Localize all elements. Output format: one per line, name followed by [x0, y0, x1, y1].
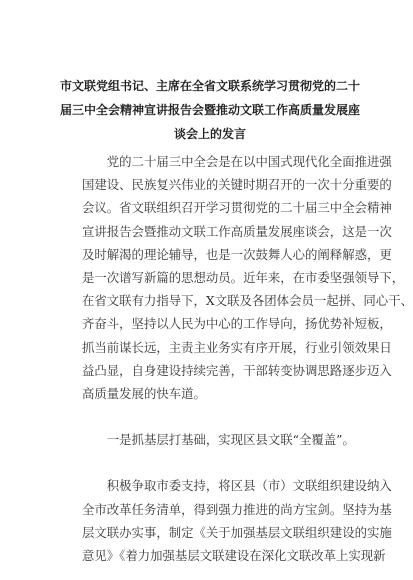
- paragraph-section-1: [82, 474, 392, 567]
- paragraph-gap: [82, 451, 348, 474]
- text-line: 积极争取市委支持，将区县（市）文联组织建设纳入: [82, 478, 392, 494]
- text-line: 意见》《着力加强基层文联建设在深化文联改革上实现新: [82, 548, 386, 564]
- text-line: 及时解渴的理论辅导，也是一次鼓舞人心的阐释解惑，更: [82, 246, 392, 262]
- text-line: 抓当前谋长远，主责主业务实有序开展，行业引领效果日: [82, 339, 392, 355]
- title-line: 届三中全会精神宣讲报告会暨推动文联工作高质量发展座: [60, 103, 361, 117]
- title-line: 谈会上的发言: [173, 127, 246, 141]
- text-line: 高质量发展的快车道。: [82, 386, 206, 402]
- paragraph-intro: [82, 150, 413, 405]
- text-line: 会议。省文联组织召开学习贯彻党的二十届三中全会精神: [82, 200, 392, 216]
- text-line: 党的二十届三中全会是在以中国式现代化全面推进强: [82, 154, 392, 169]
- text-line: 齐奋斗，坚持以人民为中心的工作导向，扬优势补短板，: [82, 316, 392, 332]
- paragraph-gap: [82, 405, 348, 428]
- text-line: 是一次谱写新篇的思想动员。近年来，在市委坚强领导下，: [82, 270, 405, 286]
- text-line: 国建设、民族复兴伟业的关键时期召开的一次十分重要的: [82, 177, 392, 193]
- document-body: [82, 150, 413, 567]
- document-title: [60, 74, 360, 146]
- text-line: 在省文联有力指导下，X文联及各团体会员一起拼、同心干、: [82, 293, 413, 309]
- text-line: 层文联办实事，制定《关于加强基层文联组织建设的实施: [82, 524, 392, 540]
- text-line: 宣讲报告会暨推动文联工作高质量发展座谈会，这是一次: [82, 223, 392, 239]
- text-line: 全市改革任务清单，得到强力推进的尚方宝剑。坚持为基: [82, 501, 392, 517]
- text-line: 益凸显，自身建设持续完善，干部转变协调思路逐步迈入: [82, 362, 392, 378]
- text-line: 一是抓基层打基础，实现区县文联“全覆盖”。: [82, 432, 355, 448]
- section-heading-1: [82, 428, 355, 451]
- title-line: 市文联党组书记、主席在全省文联系统学习贯彻党的二十: [60, 79, 361, 93]
